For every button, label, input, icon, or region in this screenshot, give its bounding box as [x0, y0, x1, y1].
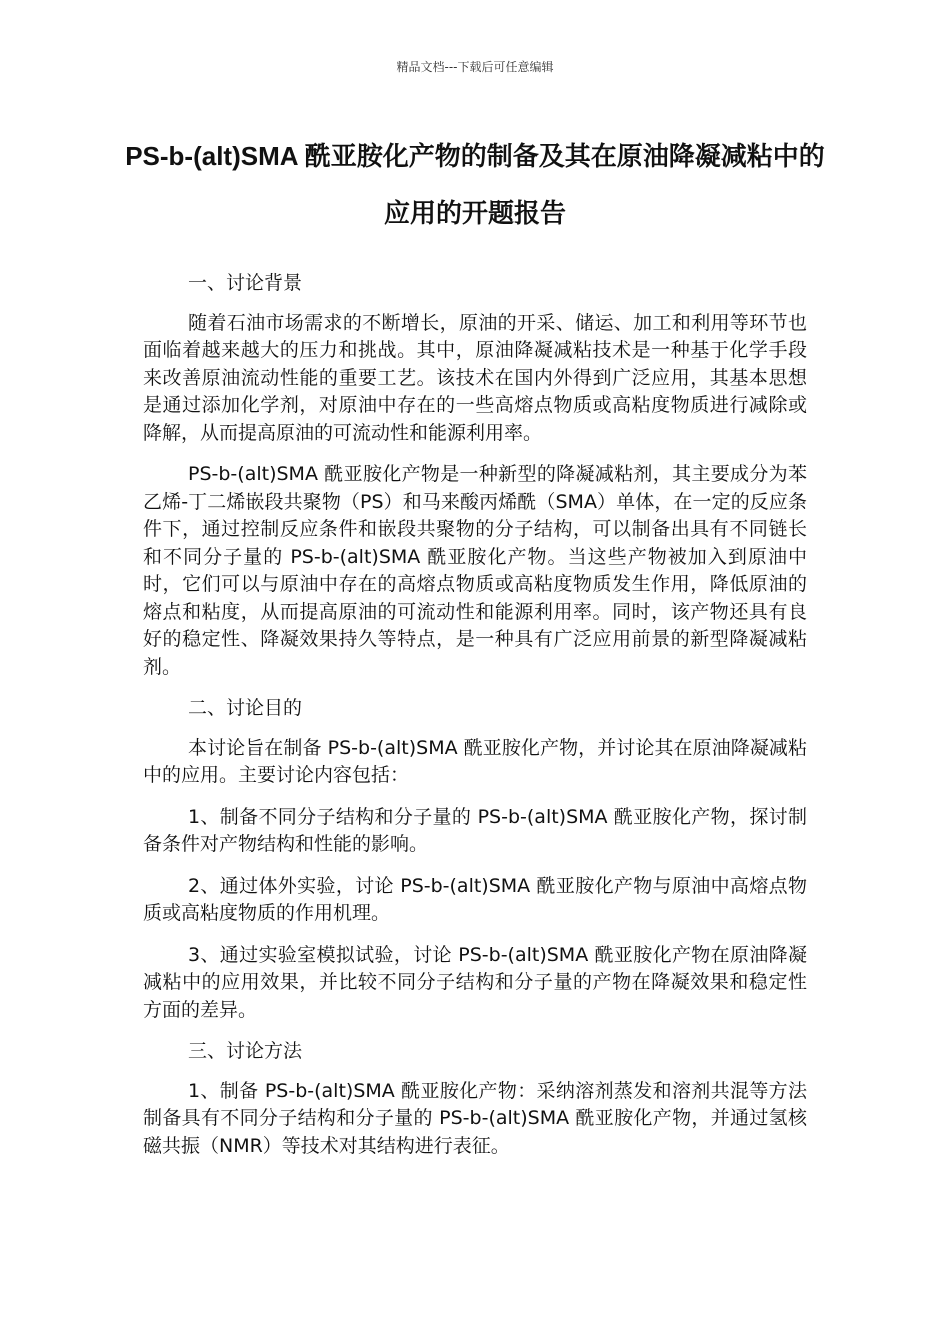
paragraph-background-2: PS-b-(alt)SMA 酰亚胺化产物是一种新型的降凝减粘剂，其主要成分为苯乙烯-丁二烯嵌段共聚物（PS）和马来酸丙烯酰（SMA）单体，在一定的反应条件下，通过控制反应条件和嵌段共聚物的分子结构，可以制备出具有不同链长和不同分子量的 PS-b-(alt)SMA 酰亚胺化产物。当这些产物被加入到原油中时，它们可以与原油中存在的高熔点物质或高粘度物质发生作用，降低原油的熔点和粘度，从而提高原油的可流动性和能源利用率。同时，该产物还具有良好的稳定性、降凝效果持久等特点，是一种具有广泛应用前景的新型降凝减粘剂。 — [143, 463, 807, 678]
section-heading-purpose: 二、讨论目的 — [188, 697, 303, 719]
header-note: 精品文档---下载后可任意编辑 — [396, 60, 554, 74]
list-item-purpose-2: 2、通过体外实验，讨论 PS-b-(alt)SMA 酰亚胺化产物与原油中高熔点物质或高粘度物质的作用机理。 — [143, 874, 807, 924]
list-item-purpose-1: 1、制备不同分子结构和分子量的 PS-b-(alt)SMA 酰亚胺化产物，探讨制备条件对产物结构和性能的影响。 — [143, 805, 807, 855]
list-item-purpose-3: 3、通过实验室模拟试验，讨论 PS-b-(alt)SMA 酰亚胺化产物在原油降凝减粘中的应用效果，并比较不同分子结构和分子量的产物在降凝效果和稳定性方面的差异。 — [143, 943, 807, 1021]
list-item-method-1: 1、制备 PS-b-(alt)SMA 酰亚胺化产物：采纳溶剂蒸发和溶剂共混等方法制备具有不同分子结构和分子量的 PS-b-(alt)SMA 酰亚胺化产物，并通过氢核磁共振（NMR）等技术对其结构进行表征。 — [143, 1079, 807, 1157]
section-heading-method: 三、讨论方法 — [188, 1040, 303, 1062]
section-heading-background: 一、讨论背景 — [188, 272, 303, 294]
paragraph-purpose-intro: 本讨论旨在制备 PS-b-(alt)SMA 酰亚胺化产物，并讨论其在原油降凝减粘中的应用。主要讨论内容包括： — [143, 736, 807, 786]
paragraph-background-1: 随着石油市场需求的不断增长，原油的开采、储运、加工和利用等环节也面临着越来越大的压力和挑战。其中，原油降凝减粘技术是一种基于化学手段来改善原油流动性能的重要工艺。该技术在国内外得到广泛应用，其基本思想是通过添加化学剂，对原油中存在的一些高熔点物质或高粘度物质进行减除或降解，从而提高原油的可流动性和能源利用率。 — [143, 311, 807, 444]
document-title: PS-b-(alt)SMA 酰亚胺化产物的制备及其在原油降凝减粘中的应用的开题报告 — [125, 141, 825, 228]
document-body — [143, 270, 807, 1174]
